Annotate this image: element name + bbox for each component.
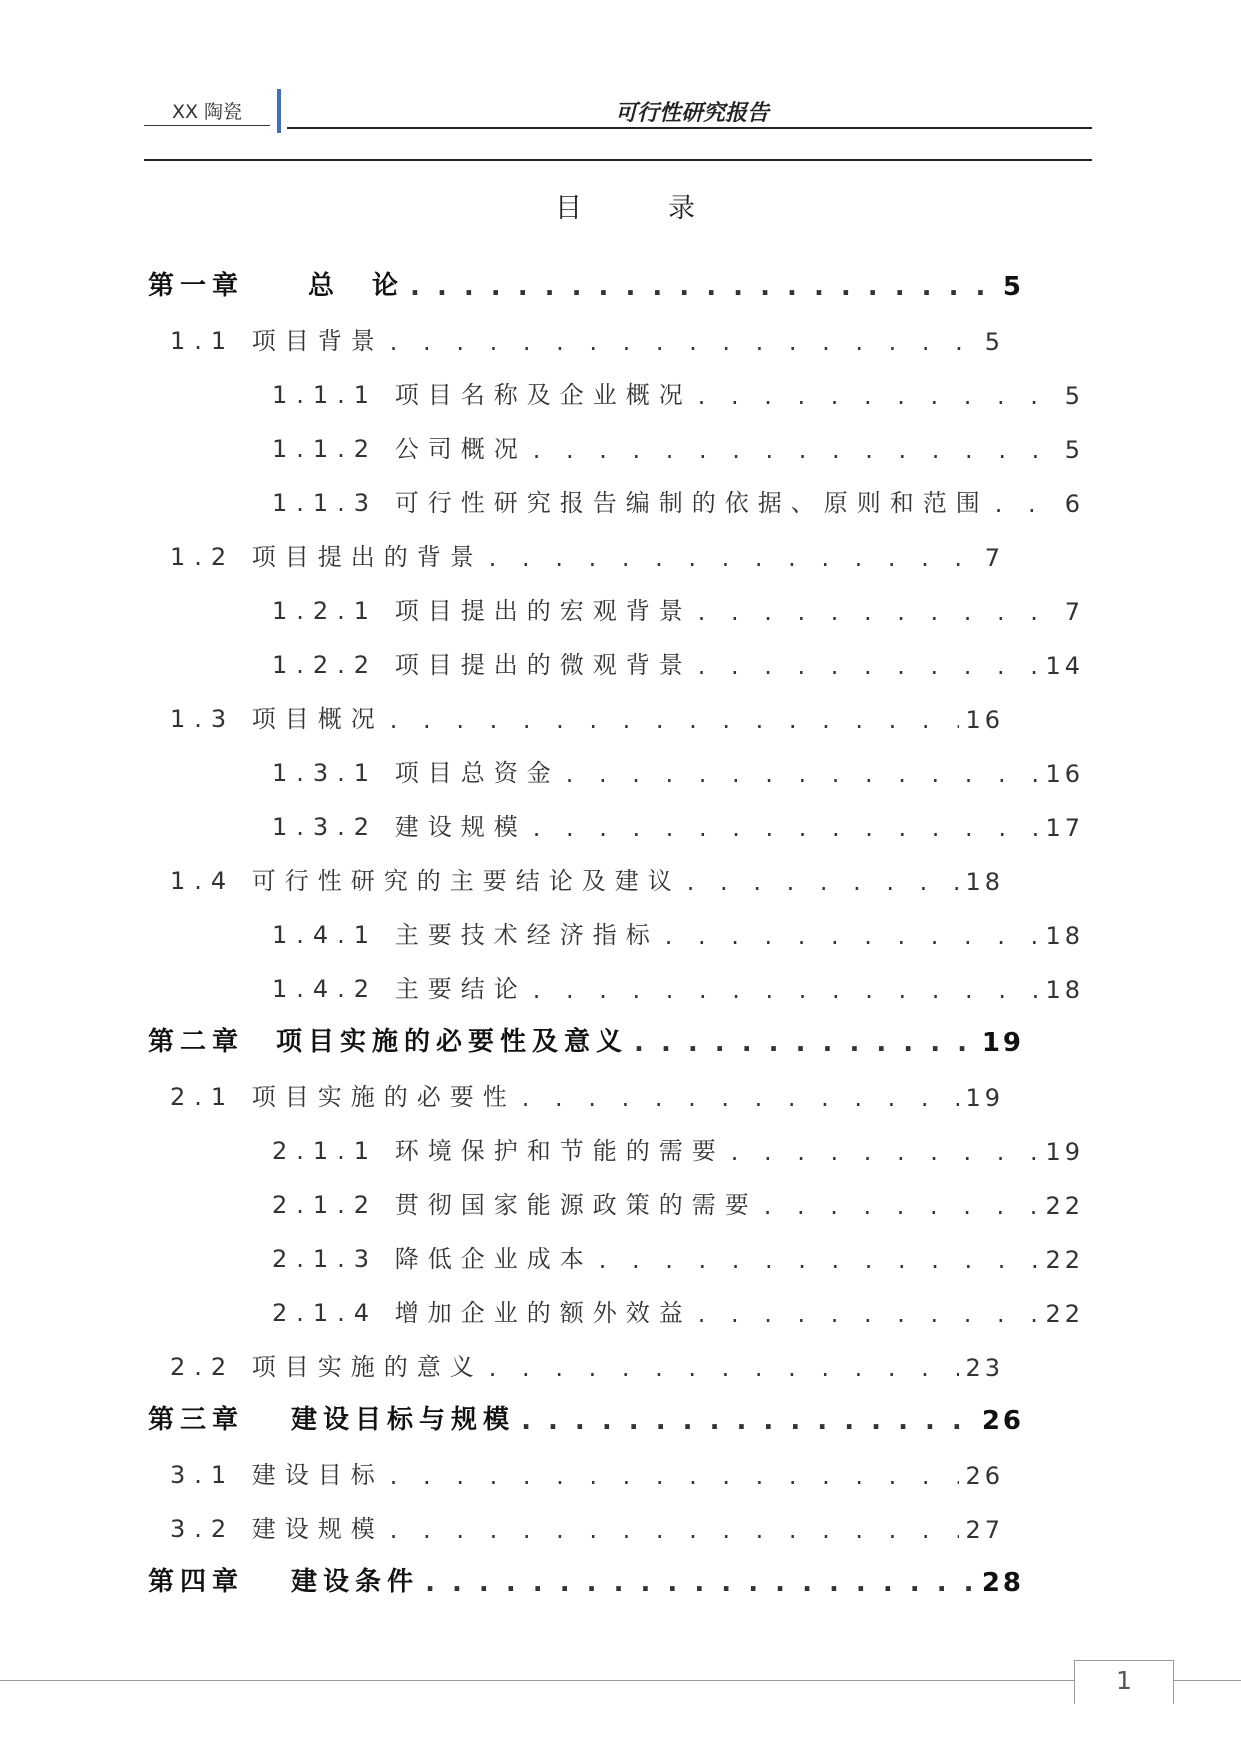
toc-leader-dots [410, 272, 997, 302]
toc-entry[interactable] [170, 316, 1004, 356]
toc-title-char-1: 目 [555, 193, 582, 224]
toc-entry-label: 1.4.2 主要结论 [272, 975, 527, 1003]
toc-entry-page: 19 [1045, 1138, 1084, 1166]
toc-entry-label: 2.1.2 贯彻国家能源政策的需要 [272, 1191, 758, 1219]
toc-entry-page: 18 [965, 868, 1004, 896]
toc-entry-page: 16 [1045, 760, 1084, 788]
toc-entry-page: 26 [981, 1406, 1024, 1436]
toc-entry[interactable] [272, 424, 1084, 464]
toc-entry-label: 第四章 建设条件 [148, 1567, 420, 1597]
footer-rule-right [1174, 1680, 1241, 1681]
toc-entry[interactable] [170, 856, 1004, 896]
toc-entry-page: 22 [1045, 1300, 1084, 1328]
toc-leader-dots [687, 868, 960, 896]
toc-entry-page: 19 [981, 1028, 1024, 1058]
toc-entry[interactable] [170, 694, 1004, 734]
toc-entry-label: 1.1.1 项目名称及企业概况 [272, 381, 692, 409]
header-title: 可行性研究报告 [614, 101, 769, 126]
toc-leader-dots [533, 436, 1059, 464]
toc-entry-page: 5 [1064, 382, 1084, 410]
toc-leader-dots [665, 922, 1040, 950]
toc-entry-page: 22 [1045, 1246, 1084, 1274]
toc-entry[interactable] [272, 586, 1084, 626]
toc-entry[interactable] [272, 1126, 1084, 1166]
toc-entry-page: 28 [981, 1568, 1024, 1598]
toc-entry-label: 2.1 项目实施的必要性 [170, 1083, 516, 1111]
toc-entry-page: 18 [1045, 922, 1084, 950]
toc-leader-dots [698, 652, 1040, 680]
toc-entry[interactable] [272, 748, 1084, 788]
toc-entry[interactable] [170, 1342, 1004, 1382]
toc-leader-dots [521, 1406, 976, 1436]
toc-entry-label: 1.2.1 项目提出的宏观背景 [272, 597, 692, 625]
toc-leader-dots [489, 544, 979, 572]
toc-leader-dots [995, 490, 1059, 518]
toc-leader-dots [390, 1462, 960, 1490]
toc-entry-page: 7 [984, 544, 1004, 572]
toc-entry-page: 7 [1064, 598, 1084, 626]
toc-entry-label: 2.2 项目实施的意义 [170, 1353, 483, 1381]
toc-leader-dots [698, 1300, 1040, 1328]
toc-entry-label: 1.1.2 公司概况 [272, 435, 527, 463]
toc-entry[interactable] [272, 802, 1084, 842]
toc-leader-dots [533, 814, 1040, 842]
toc-entry[interactable] [272, 370, 1084, 410]
toc-entry[interactable] [170, 1072, 1004, 1112]
toc-leader-dots [489, 1354, 960, 1382]
toc-entry[interactable] [148, 1396, 1024, 1436]
toc-entry-page: 19 [965, 1084, 1004, 1112]
toc-entry[interactable] [170, 1504, 1004, 1544]
toc-entry-label: 3.1 建设目标 [170, 1461, 384, 1489]
toc-leader-dots [698, 598, 1059, 626]
toc-leader-dots [390, 328, 979, 356]
toc-entry-page: 5 [984, 328, 1004, 356]
toc-entry-label: 第三章 建设目标与规模 [148, 1405, 516, 1435]
toc-entry-page: 5 [1064, 436, 1084, 464]
toc-entry-page: 23 [965, 1354, 1004, 1382]
toc-entry-page: 22 [1045, 1192, 1084, 1220]
toc-leader-dots [599, 1246, 1040, 1274]
toc-leader-dots [764, 1192, 1040, 1220]
toc-entry-page: 27 [965, 1516, 1004, 1544]
toc-leader-dots [566, 760, 1040, 788]
toc-entry-page: 18 [1045, 976, 1084, 1004]
toc-entry-label: 1.2.2 项目提出的微观背景 [272, 651, 692, 679]
footer-rule-left [0, 1680, 1074, 1681]
toc-entry-label: 1.1 项目背景 [170, 327, 384, 355]
toc-leader-dots [731, 1138, 1040, 1166]
toc-entry[interactable] [148, 1558, 1024, 1598]
toc-entry-label: 1.4 可行性研究的主要结论及建议 [170, 867, 681, 895]
toc-entry[interactable] [170, 532, 1004, 572]
toc-entry[interactable] [272, 478, 1084, 518]
toc-entry-label: 1.3.1 项目总资金 [272, 759, 560, 787]
toc-entry[interactable] [148, 262, 1024, 302]
toc-entry-label: 1.3.2 建设规模 [272, 813, 527, 841]
toc-leader-dots [533, 976, 1040, 1004]
toc-entry-label: 第一章 总 论 [148, 271, 405, 301]
header-company: XX 陶瓷 [171, 101, 243, 123]
toc-entry-label: 第二章 项目实施的必要性及意义 [148, 1027, 629, 1057]
toc-entry-page: 14 [1045, 652, 1084, 680]
toc-leader-dots [425, 1568, 976, 1598]
toc-entry-label: 3.2 建设规模 [170, 1515, 384, 1543]
toc-entry-page: 16 [965, 706, 1004, 734]
toc-entry-label: 1.3 项目概况 [170, 705, 384, 733]
toc-entry[interactable] [272, 1234, 1084, 1274]
toc-entry-label: 1.2 项目提出的背景 [170, 543, 483, 571]
page-number: 1 [1116, 1666, 1132, 1695]
toc-entry[interactable] [272, 1180, 1084, 1220]
toc-entry-page: 5 [1002, 272, 1024, 302]
toc-entry-label: 2.1.3 降低企业成本 [272, 1245, 593, 1273]
toc-entry-label: 1.4.1 主要技术经济指标 [272, 921, 659, 949]
toc-leader-dots [634, 1028, 976, 1058]
toc-entry[interactable] [272, 910, 1084, 950]
toc-leader-dots [698, 382, 1059, 410]
toc-entry-label: 2.1.4 增加企业的额外效益 [272, 1299, 692, 1327]
toc-entry[interactable] [148, 1018, 1024, 1058]
toc-leader-dots [390, 1516, 960, 1544]
toc-leader-dots [390, 706, 960, 734]
toc-entry-page: 17 [1045, 814, 1084, 842]
toc-entry[interactable] [272, 1288, 1084, 1328]
toc-entry-label: 1.1.3 可行性研究报告编制的依据、原则和范围 [272, 489, 989, 517]
toc-entry[interactable] [170, 1450, 1004, 1490]
toc-title-char-2: 录 [668, 193, 695, 224]
toc-entry-page: 26 [965, 1462, 1004, 1490]
toc-entry[interactable] [272, 640, 1084, 680]
toc-entry[interactable] [272, 964, 1084, 1004]
toc-entry-label: 2.1.1 环境保护和节能的需要 [272, 1137, 725, 1165]
toc-entry-page: 6 [1064, 490, 1084, 518]
toc-leader-dots [522, 1084, 960, 1112]
